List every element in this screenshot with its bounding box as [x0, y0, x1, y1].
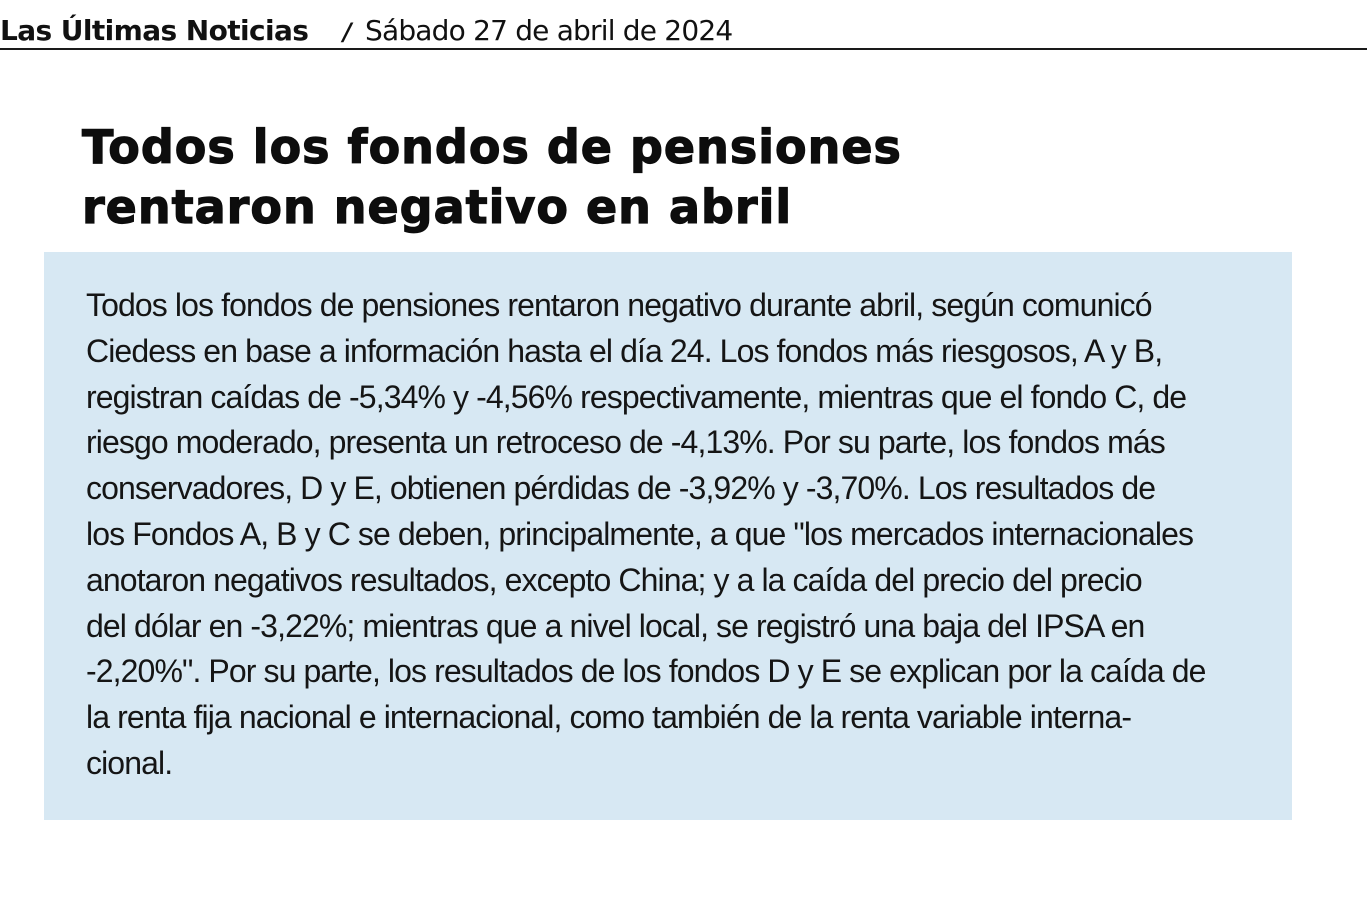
publication-date: Sábado 27 de abril de 2024 [365, 14, 733, 47]
article-body-text: Todos los fondos de pensiones rentaron negativo durante abril, según comunicó Ciedess en base a información hasta el día 24. Los fondos más riesgosos, A y B, registran caídas de -5,34% y -4,56% respectivamente, mientras que el fondo C, de riesgo moderado, presenta un retroceso de -4,13%. Por su parte, los fondos más conservadores, D y E, obtienen pérdidas de -3,92% y -3,70%. Los resultados de los Fondos A, B y C se deben, principalmente, a que "los mercados internacionales anotaron negativos resultados, excepto China; y a la caída del precio del precio del dólar en -3,22%; mientras que a nivel local, se registró una baja del IPSA en -2,20%". Por su parte, los resultados de los fondos D y E se explican por la caída de la renta fija nacional e internacional, como también de la renta variable interna- cional. [86, 287, 1206, 781]
newspaper-name: Las Últimas Noticias [0, 14, 309, 47]
masthead-separator: / [343, 18, 352, 46]
article-headline: Todos los fondos de pensiones rentaron negativo en abril [82, 120, 902, 234]
article-body-box [44, 252, 1292, 820]
masthead [0, 12, 1367, 50]
